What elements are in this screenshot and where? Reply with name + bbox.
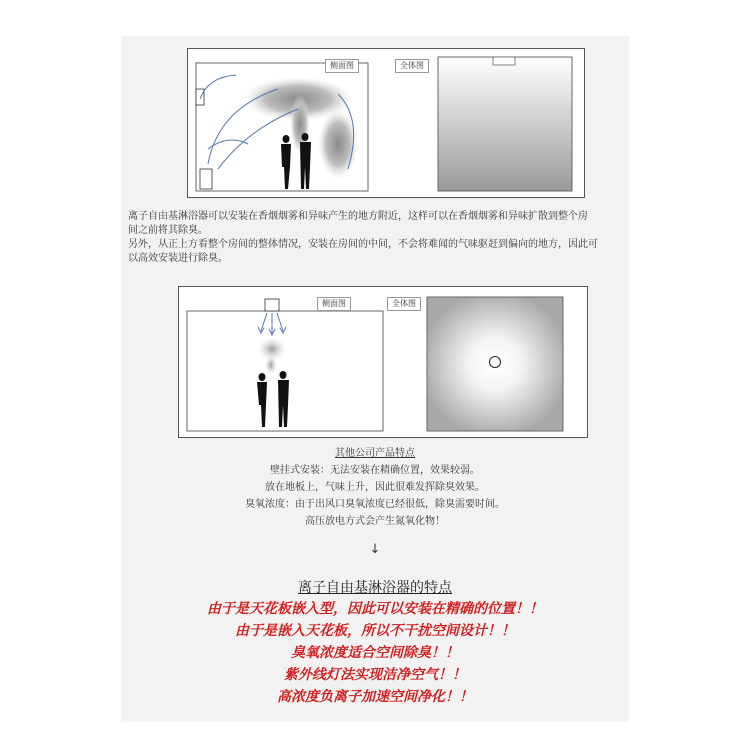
down-arrow-icon: ↓ xyxy=(369,542,381,557)
feature-item: 由于是嵌入天花板，所以不干扰空间设计！！ xyxy=(235,623,515,639)
bottom-diagram-illustration xyxy=(179,287,587,437)
description-line-4: 以高效安装进行除臭。 xyxy=(128,253,228,264)
feature-item: 臭氧浓度适合空间除臭！！ xyxy=(291,645,459,661)
description-line-2: 间之前将其除臭。 xyxy=(128,225,208,236)
top-diagram-illustration xyxy=(188,49,584,197)
other-companies-item: 臭氧浓度：由于出风口臭氧浓度已经很低，除臭需要时间。 xyxy=(245,499,505,510)
description-line-1: 离子自由基淋浴器可以安装在香烟烟雾和异味产生的地方附近，这样可以在香烟烟雾和异味扩散到整个房 xyxy=(128,211,588,222)
other-companies-item: 放在地板上，气味上升，因此很难发挥除臭效果。 xyxy=(265,482,485,493)
description-paragraph xyxy=(128,210,624,266)
bottom-side-view-label: 侧面图 xyxy=(317,297,351,311)
top-diagram xyxy=(187,48,585,198)
bottom-overall-view-label: 全体图 xyxy=(387,297,421,311)
feature-item: 由于是天花板嵌入型，因此可以安装在精确的位置！！ xyxy=(207,601,543,617)
other-companies-heading: 其他公司产品特点 xyxy=(335,448,415,459)
feature-item: 紫外线灯法实现洁净空气！！ xyxy=(284,667,466,683)
top-side-view-label: 侧面图 xyxy=(325,59,359,73)
features-title: 离子自由基淋浴器的特点 xyxy=(298,580,452,596)
feature-item: 高浓度负离子加速空间净化！！ xyxy=(277,689,473,705)
other-companies-item: 高压放电方式会产生氮氧化物！ xyxy=(305,516,445,527)
bottom-diagram xyxy=(178,286,588,438)
other-companies-item: 壁挂式安装：无法安装在精确位置，效果较弱。 xyxy=(270,465,480,476)
top-overall-view-label: 全体图 xyxy=(395,59,429,73)
description-line-3: 另外，从正上方看整个房间的整体情况，安装在房间的中间，不会将难闻的气味驱赶到偏向的地方，因此可 xyxy=(128,239,598,250)
features-section xyxy=(121,578,629,708)
other-companies-section xyxy=(121,445,629,530)
